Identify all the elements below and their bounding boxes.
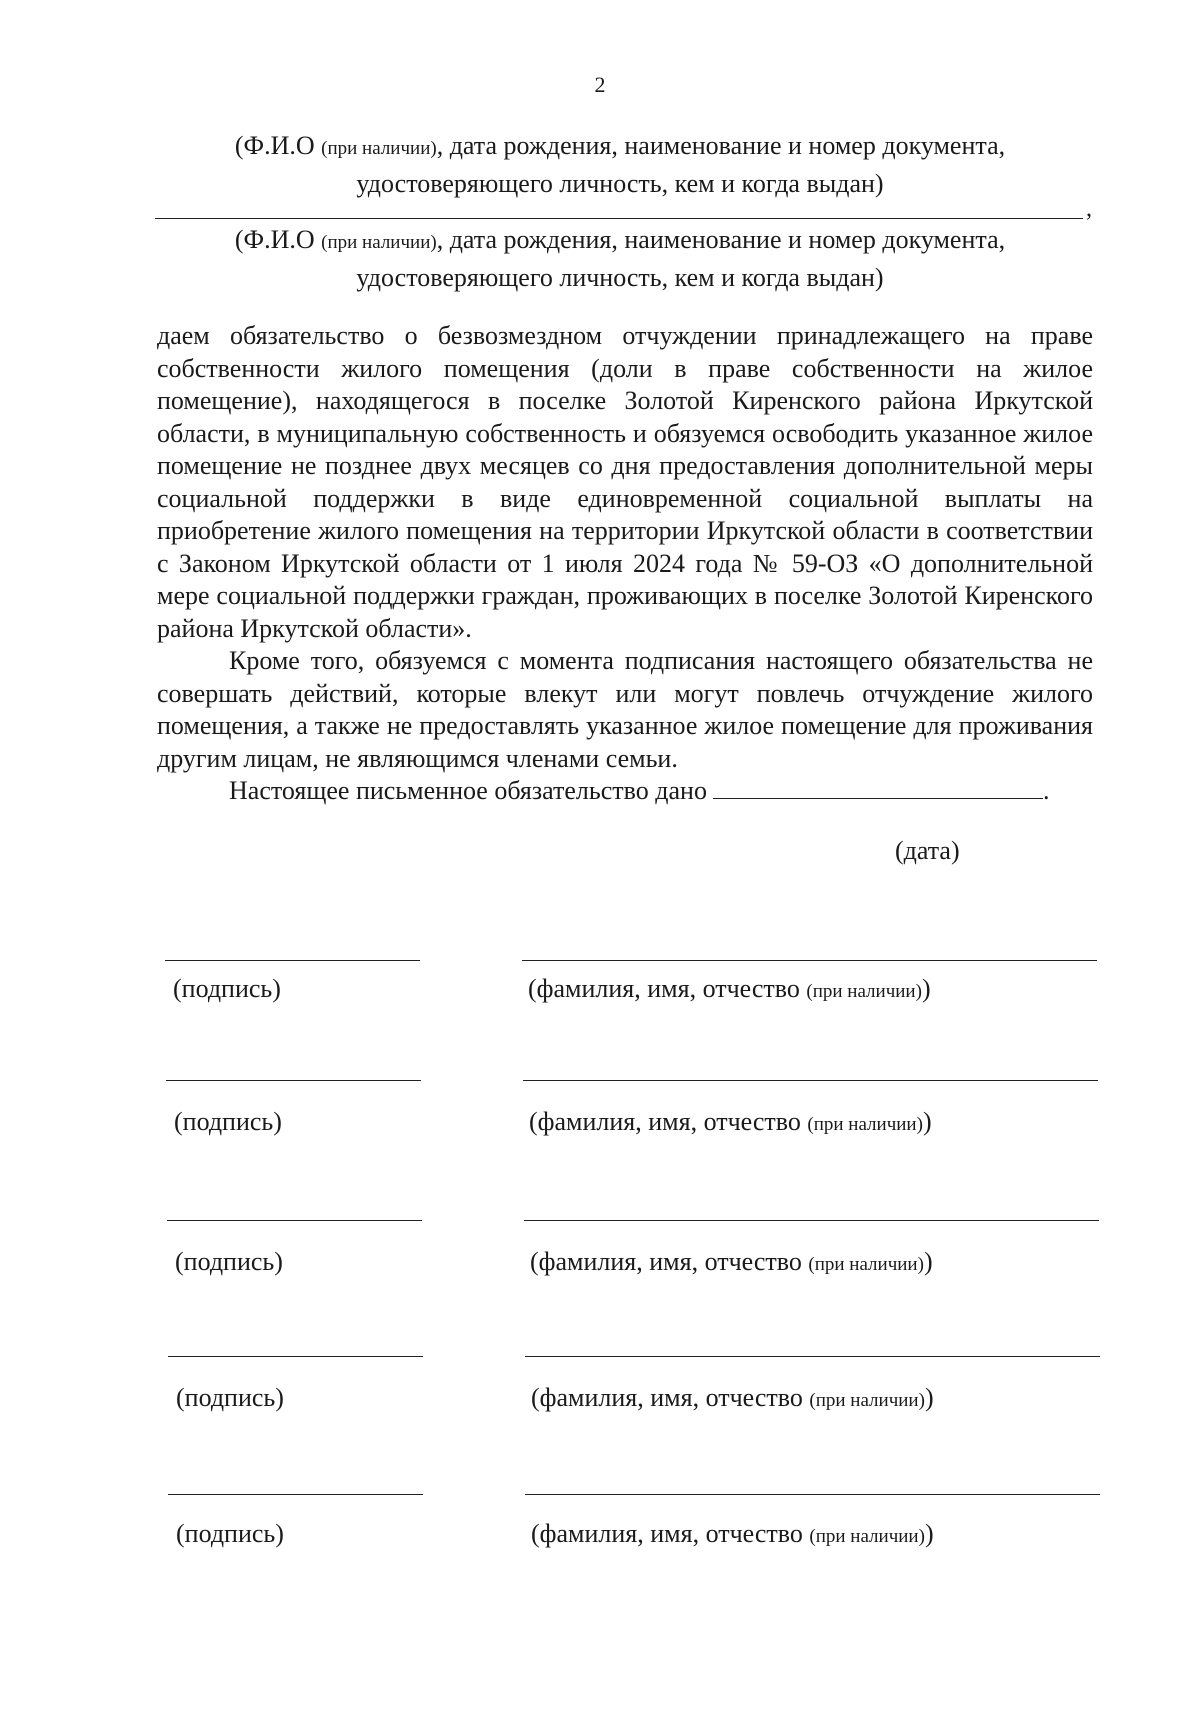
caption-fio: (Ф.И.О bbox=[234, 225, 315, 254]
paragraph-restrictions: Кроме того, обязуемся с момента подписания настоящего обязательства не совершать действий, которые влекут или могут повлечь отчуждение жилого помещения, а также не предоставлять указанное жилое помещение для проживания другим лицам, не являющимся членами семьи. bbox=[157, 646, 1093, 773]
signature-line bbox=[168, 1494, 423, 1495]
signature-line bbox=[166, 1080, 421, 1081]
fill-in-line bbox=[155, 218, 1083, 219]
obligation-text bbox=[157, 320, 1093, 808]
caption-line-1 bbox=[150, 222, 1090, 260]
name-label: (фамилия, имя, отчество (при наличии)) bbox=[531, 1519, 934, 1548]
paragraph-obligation: даем обязательство о безвозмездном отчуждении принадлежащего на праве собственности жилого помещения (доли в праве собственности на жилое помещение), находящегося в поселке Золотой Киренского района Иркутской области, в муниципальную собственность и обязуемся освободить указанное жилое помещение не позднее двух месяцев со дня предоставления дополнительной меры социальной поддержки в виде единовременной социальной выплаты на приобретение жилого помещения на территории Иркутской области в соответствии с Законом Иркутской области от 1 июля 2024 года № 59-ОЗ «О дополнительной мере социальной поддержки граждан, проживающих в поселке Золотой Киренского района Иркутской области». bbox=[157, 321, 1093, 643]
caption-note: (при наличии) bbox=[321, 138, 437, 159]
signature-label: (подпись) bbox=[176, 1519, 284, 1548]
name-label: (фамилия, имя, отчество (при наличии)) bbox=[531, 1383, 934, 1412]
signature-label: (подпись) bbox=[175, 1247, 283, 1276]
name-label: (фамилия, имя, отчество (при наличии)) bbox=[528, 974, 931, 1003]
signature-line bbox=[168, 1356, 423, 1357]
fill-in-comma: , bbox=[1086, 196, 1092, 222]
caption-rest: , дата рождения, наименование и номер документа, bbox=[436, 131, 1006, 160]
date-fill-line bbox=[713, 776, 1043, 799]
date-statement: Настоящее письменное обязательство дано bbox=[229, 776, 707, 805]
person-caption-2 bbox=[150, 222, 1090, 295]
signature-line bbox=[165, 960, 420, 961]
name-line bbox=[522, 960, 1097, 961]
person-caption-1 bbox=[150, 128, 1090, 201]
page-number: 2 bbox=[594, 72, 606, 97]
caption-note: (при наличии) bbox=[321, 232, 437, 253]
paragraph-date bbox=[157, 775, 1093, 808]
name-line bbox=[524, 1220, 1099, 1221]
name-line bbox=[525, 1356, 1100, 1357]
date-period: . bbox=[1042, 776, 1050, 805]
name-label: (фамилия, имя, отчество (при наличии)) bbox=[530, 1247, 933, 1276]
caption-line-2: удостоверяющего личность, кем и когда выдан) bbox=[356, 263, 884, 292]
signature-line bbox=[167, 1220, 422, 1221]
name-label: (фамилия, имя, отчество (при наличии)) bbox=[529, 1107, 932, 1136]
caption-rest: , дата рождения, наименование и номер документа, bbox=[436, 225, 1006, 254]
signature-label: (подпись) bbox=[173, 974, 281, 1003]
date-caption: (дата) bbox=[895, 836, 960, 865]
caption-fio: (Ф.И.О bbox=[234, 131, 315, 160]
caption-line-2: удостоверяющего личность, кем и когда выдан) bbox=[356, 169, 884, 198]
signature-label: (подпись) bbox=[174, 1107, 282, 1136]
signature-label: (подпись) bbox=[176, 1383, 284, 1412]
name-line bbox=[525, 1494, 1100, 1495]
name-line bbox=[523, 1080, 1098, 1081]
caption-line-1 bbox=[150, 128, 1090, 166]
